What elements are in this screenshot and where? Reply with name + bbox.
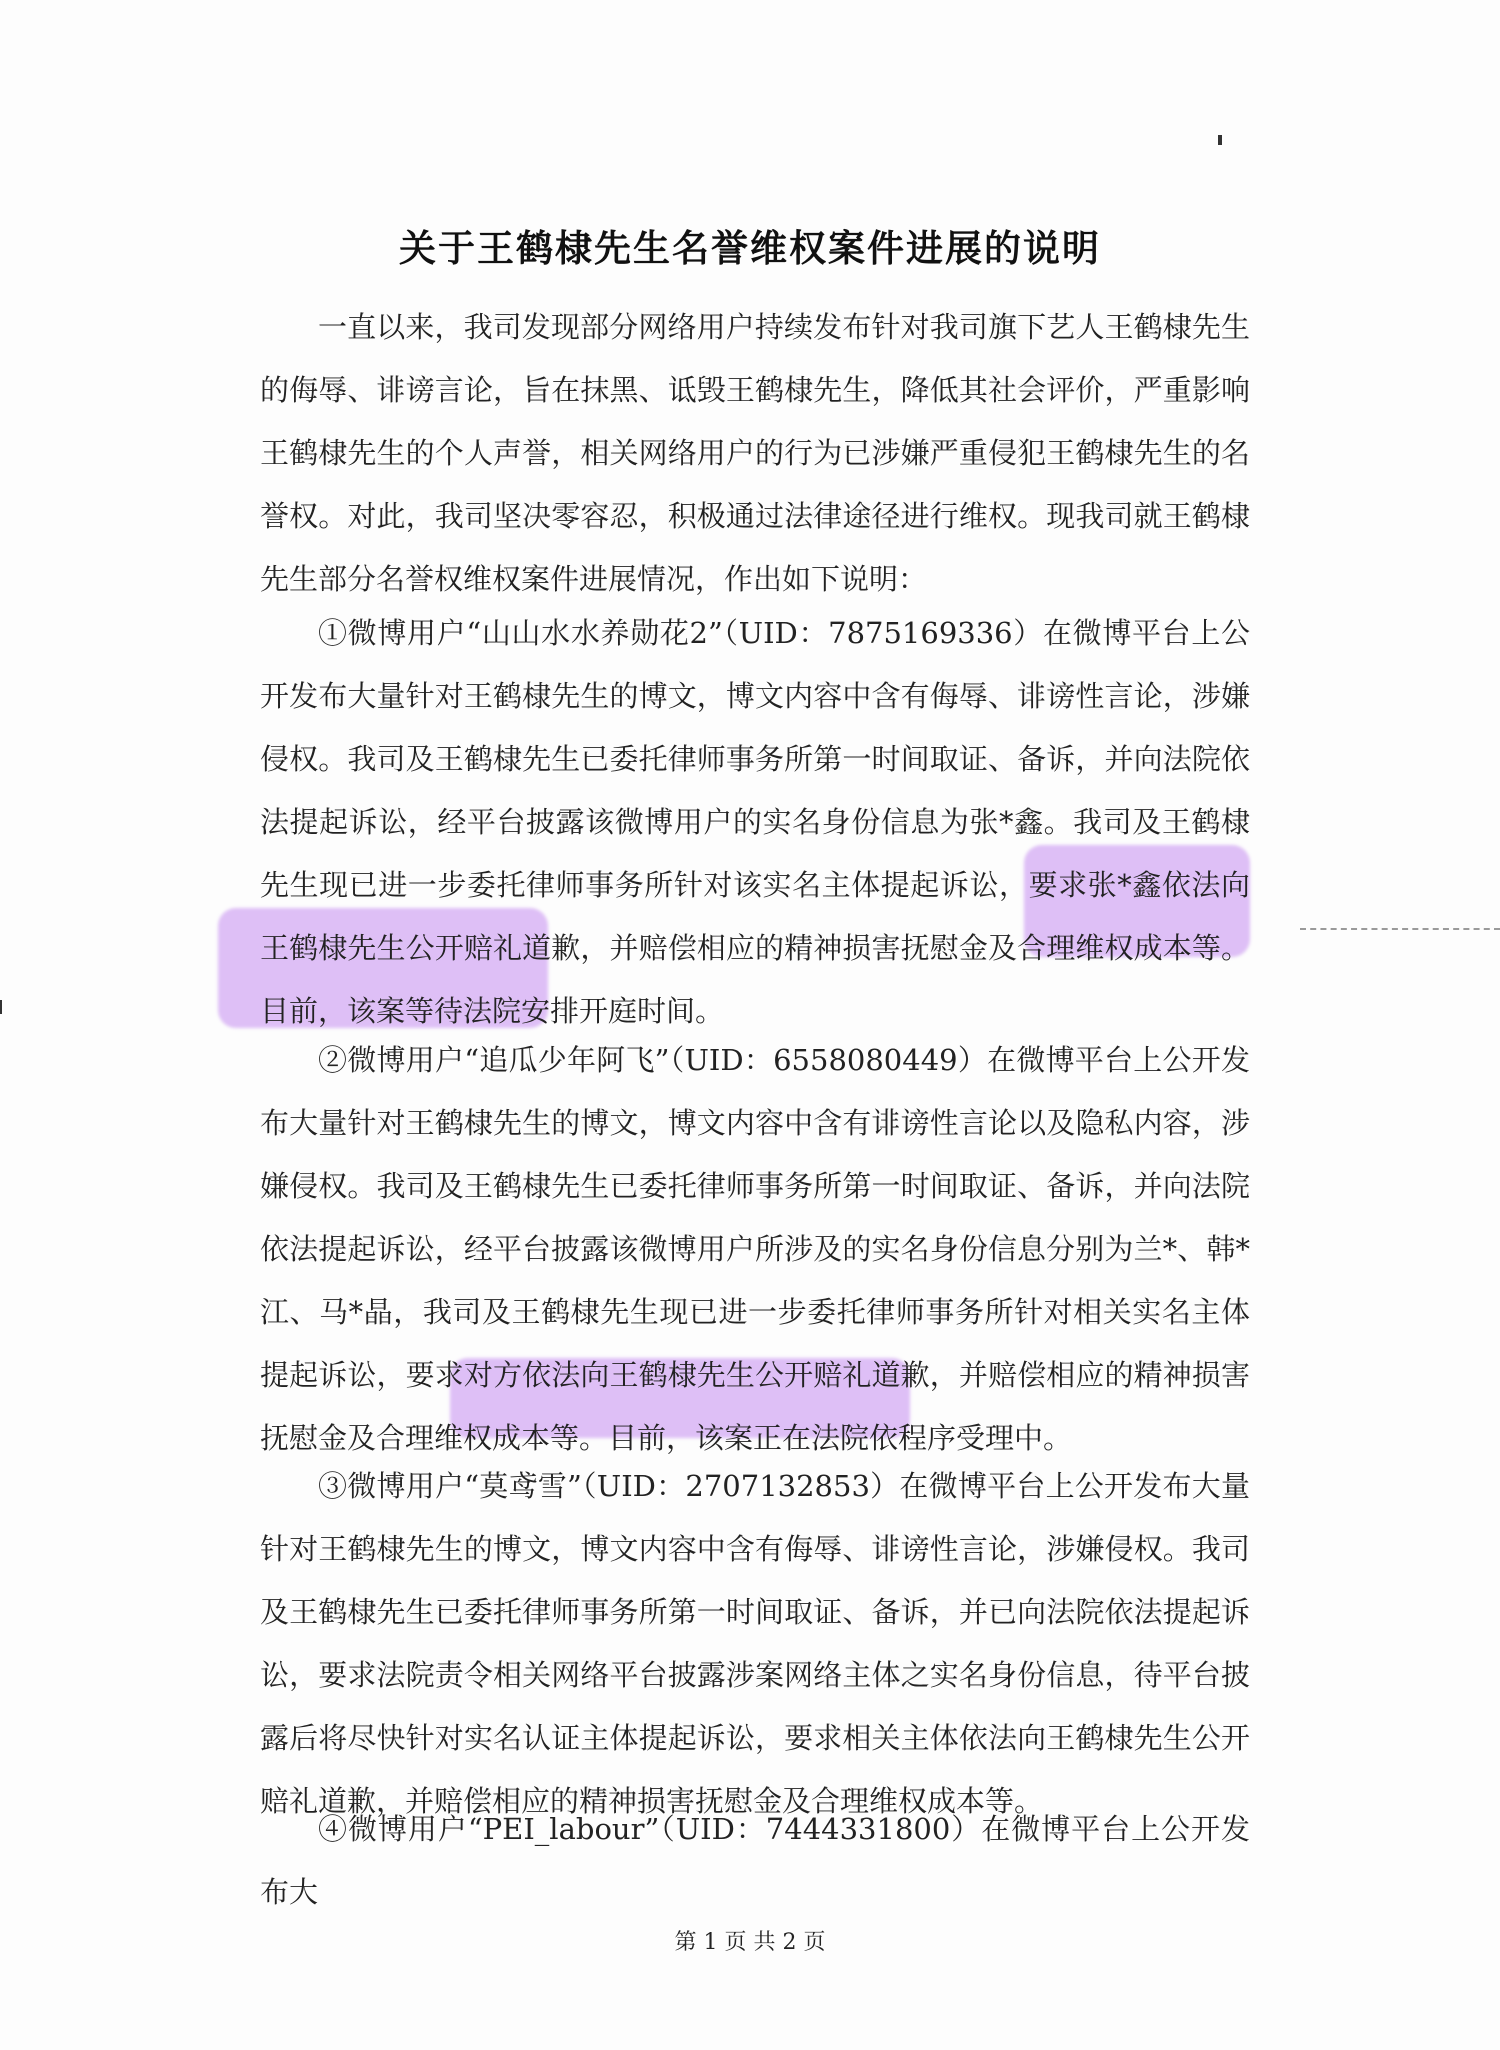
case-text-4: ④微博用户“PEI_labour”（UID：7444331800）在微博平台上公开发布大 [260, 1812, 1250, 1909]
scan-dashed-line [1300, 928, 1500, 930]
document-title: 关于王鹤棣先生名誉维权案件进展的说明 [399, 226, 1101, 270]
scan-dot-mark [1218, 135, 1222, 145]
case-text-2: ②微博用户“追瓜少年阿飞”（UID：6558080449）在微博平台上公开发布大量针对王鹤棣先生的博文，博文内容中含有诽谤性言论以及隐私内容，涉嫌侵权。我司及王鹤棣先生已委托律师事务所第一时间取证、备诉，并向法院依法提起诉讼，经平台披露该微博用户所涉及的实名身份信息分别为兰*、韩*江、马*晶，我司及王鹤棣先生现已进一步委托律师事务所针对相关实名主体提起诉讼，要求对方依法向王鹤棣先生公开赔礼道歉，并赔偿相应的精神损害抚慰金及合理维权成本等。目前，该案正在法院依程序受理中。 [260, 1043, 1250, 1455]
scan-edge-mark [0, 1000, 2, 1014]
case-paragraph-2 [260, 1029, 1250, 1470]
case-paragraph-3 [260, 1455, 1250, 1833]
case-paragraph-4 [260, 1798, 1250, 1924]
case-paragraph-1 [260, 602, 1250, 1043]
case-text-1: ①微博用户“山山水水养勋花2”（UID：7875169336）在微博平台上公开发布大量针对王鹤棣先生的博文，博文内容中含有侮辱、诽谤性言论，涉嫌侵权。我司及王鹤棣先生已委托律师事务所第一时间取证、备诉，并向法院依法提起诉讼，经平台披露该微博用户的实名身份信息为张*鑫。我司及王鹤棣先生现已进一步委托律师事务所针对该实名主体提起诉讼，要求张*鑫依法向王鹤棣先生公开赔礼道歉，并赔偿相应的精神损害抚慰金及合理维权成本等。目前，该案等待法院安排开庭时间。 [260, 616, 1250, 1028]
intro-text: 一直以来，我司发现部分网络用户持续发布针对我司旗下艺人王鹤棣先生的侮辱、诽谤言论，旨在抹黑、诋毁王鹤棣先生，降低其社会评价，严重影响王鹤棣先生的个人声誉，相关网络用户的行为已涉嫌严重侵犯王鹤棣先生的名誉权。对此，我司坚决零容忍，积极通过法律途径进行维权。现我司就王鹤棣先生部分名誉权维权案件进展情况，作出如下说明： [260, 310, 1250, 596]
case-text-3: ③微博用户“莫鸢雪”（UID：2707132853）在微博平台上公开发布大量针对王鹤棣先生的博文，博文内容中含有侮辱、诽谤性言论，涉嫌侵权。我司及王鹤棣先生已委托律师事务所第一时间取证、备诉，并已向法院依法提起诉讼，要求法院责令相关网络平台披露涉案网络主体之实名身份信息，待平台披露后将尽快针对实名认证主体提起诉讼，要求相关主体依法向王鹤棣先生公开赔礼道歉，并赔偿相应的精神损害抚慰金及合理维权成本等。 [260, 1469, 1250, 1818]
page-number-footer: 第 1 页 共 2 页 [674, 1930, 826, 1955]
intro-paragraph [260, 296, 1250, 611]
